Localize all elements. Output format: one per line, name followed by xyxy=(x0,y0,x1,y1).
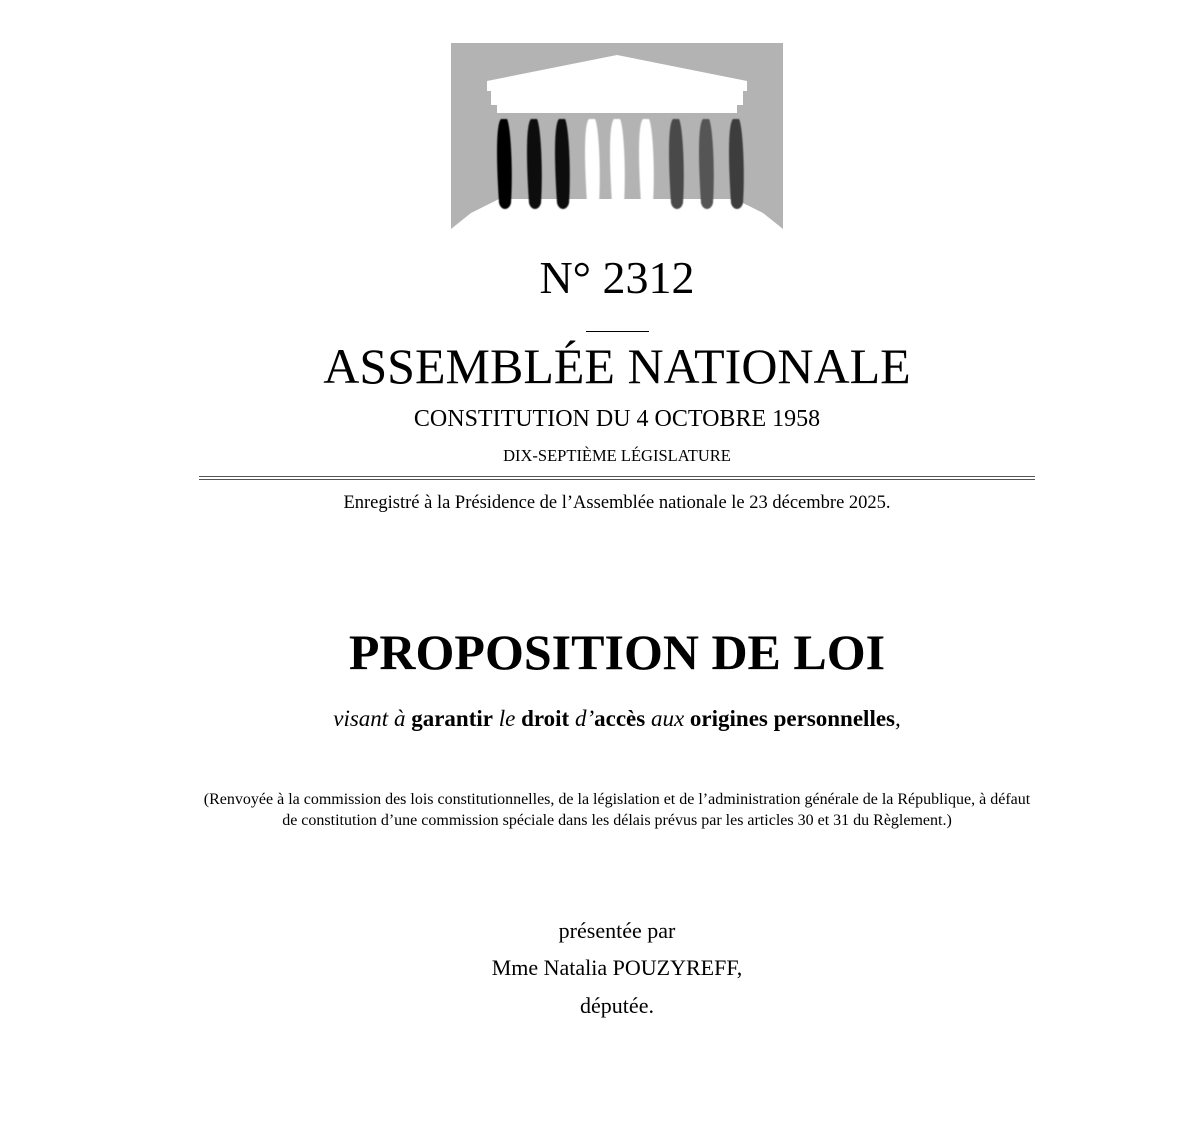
constitution-line: CONSTITUTION DU 4 OCTOBRE 1958 xyxy=(413,406,821,432)
subject-segment: le xyxy=(498,706,516,731)
document-number: N° 2312 xyxy=(539,252,695,303)
author-name: Mme Natalia POUZYREFF, xyxy=(491,955,743,980)
legislature-line: DIX-SEPTIÈME LÉGISLATURE xyxy=(503,446,731,465)
subject-segment: visant xyxy=(333,706,394,731)
subject-segment: garantir xyxy=(411,706,493,731)
bill-subject xyxy=(0,704,1200,734)
header-divider xyxy=(199,476,1035,480)
subject-segment: à xyxy=(393,706,406,731)
subject-segment: , xyxy=(895,706,901,731)
subject-segment: aux xyxy=(650,706,685,731)
registration-line: Enregistré à la Présidence de l’Assemblée nationale le 23 décembre 2025. xyxy=(343,493,891,513)
title-separator xyxy=(586,331,649,332)
subject-segment: d’ xyxy=(574,706,595,731)
presented-by-label: présentée par xyxy=(558,918,676,943)
committee-referral-note: (Renvoyée à la commission des lois constitutionnelles, de la législation et de l’administration générale de la République, à défaut de constitution d’une commission spéciale dans les délais prévus par les articles 30 et 31 du Règlement.) xyxy=(203,791,1031,829)
institution-title: ASSEMBLÉE NATIONALE xyxy=(323,338,911,394)
subject-segment: origines personnelles xyxy=(689,706,896,731)
assemblee-nationale-logo-icon xyxy=(451,43,783,235)
author-role: députée. xyxy=(580,993,654,1018)
subject-segment: accès xyxy=(594,706,646,731)
subject-segment: droit xyxy=(521,706,570,731)
document-type-title: PROPOSITION DE LOI xyxy=(348,624,886,680)
